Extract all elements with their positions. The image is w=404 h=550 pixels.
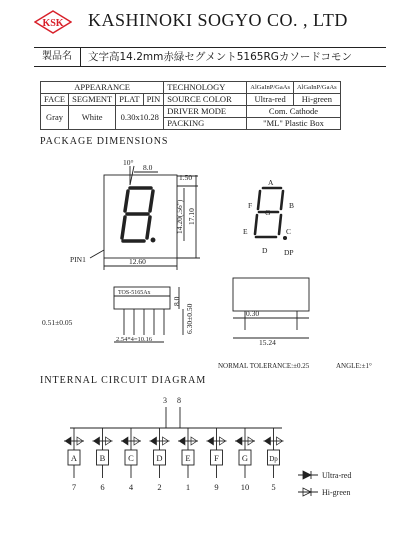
pin-number-d: 2 <box>157 482 162 492</box>
pin-number-dp: 5 <box>271 482 276 492</box>
source-color-label: SOURCE COLOR <box>164 94 247 106</box>
circuit-branch-dp <box>264 428 284 492</box>
source-color-value-2: Hi-green <box>293 94 340 106</box>
pin-number-g: 10 <box>240 482 250 492</box>
common-pin-3: 3 <box>163 396 167 405</box>
diode-red <box>236 437 242 445</box>
col-face: FACE <box>41 94 69 106</box>
pin-number-e: 1 <box>185 482 191 492</box>
diode-red <box>65 437 71 445</box>
segment-label-b: B <box>99 453 106 463</box>
circuit-title: INTERNAL CIRCUIT DIAGRAM <box>40 375 207 386</box>
diode-red <box>94 437 100 445</box>
source-color-value-1: Ultra-red <box>247 94 294 106</box>
dim-6-30: 6.30±0.50 <box>185 303 194 334</box>
dim-width-8: 8.0 <box>143 163 153 172</box>
pin-number-f: 9 <box>214 482 219 492</box>
pin1-label: PIN1 <box>70 255 86 264</box>
circuit-diagram <box>0 390 404 550</box>
circuit-legend <box>298 471 351 497</box>
circuit-branch-d <box>150 428 170 492</box>
segment-label-e: E <box>185 453 191 463</box>
company-name: KASHINOKI SOGYO CO. , LTD <box>88 10 348 30</box>
segment-map-label-dp: DP <box>284 248 294 257</box>
legend-hi-green: Hi-green <box>322 488 351 497</box>
dim-pitch: 2.54*4=10.16 <box>116 336 153 343</box>
packing-label: PACKING <box>164 118 247 130</box>
dim-14-20: 14.20(.56") <box>175 199 184 234</box>
circuit-branch-b <box>93 428 113 492</box>
common-pin-8: 8 <box>177 396 181 405</box>
technology-value-2: AlGaInP/GaAs <box>293 82 340 94</box>
circuit-branch-e <box>178 428 198 492</box>
dim-15-24: 15.24 <box>259 338 276 347</box>
part-number-label: TOS-5165Ax <box>118 290 151 296</box>
product-name: 文字高14.2mm赤緑セグメント5165RGカソードコモン <box>88 51 352 63</box>
col-segment: SEGMENT <box>69 94 116 106</box>
dim-17-10: 17.10 <box>187 208 196 225</box>
segment-map-label-c: C <box>286 227 292 236</box>
pin-number-a: 7 <box>71 482 77 492</box>
diode-red <box>265 437 271 445</box>
dim-0-51: 0.51±0.05 <box>42 318 73 327</box>
driver-mode-value: Com. Cathode <box>247 106 340 118</box>
segment-label-f: F <box>214 453 219 463</box>
dim-1-50: 1.50 <box>179 173 193 182</box>
angle-tolerance-note: ANGLE:±1° <box>336 362 372 370</box>
technology-label: TECHNOLOGY <box>164 82 247 94</box>
legend-ultra-red: Ultra-red <box>322 471 352 480</box>
packing-value: "ML" Plastic Box <box>247 118 340 130</box>
dim-12-60: 12.60 <box>129 257 146 266</box>
dim-8-0-side: 8.0 <box>172 296 181 306</box>
angle-label: 10° <box>123 158 134 167</box>
circuit-branch-c <box>121 428 141 492</box>
segment-label-g: G <box>241 453 249 463</box>
face-value: Gray <box>41 106 69 130</box>
dim-0-30: 0.30 <box>246 309 260 318</box>
segment-label-dp: Dp <box>269 455 278 463</box>
segment-label-c: C <box>128 453 134 463</box>
digit-outline <box>122 188 153 241</box>
segment-map-label-e: E <box>243 227 248 236</box>
segment-label-d: D <box>156 453 163 463</box>
plat-pin-value: 0.30x10.28 <box>116 106 164 130</box>
pin-number-c: 4 <box>128 482 134 492</box>
segment-map-label-d: D <box>262 246 268 255</box>
circuit-branch-f <box>207 428 227 492</box>
diode-red <box>122 437 128 445</box>
diode-red <box>179 437 185 445</box>
segment-map-label-a: A <box>268 178 274 187</box>
logo-text: KSK <box>42 18 64 29</box>
segment-map-label-f: F <box>248 201 253 210</box>
product-label: 製品名 <box>34 48 81 66</box>
col-plat: PLAT <box>116 94 143 106</box>
side-pins <box>124 309 164 335</box>
diode-red <box>151 437 157 445</box>
package-dimensions-title: PACKAGE DIMENSIONS <box>40 136 169 147</box>
driver-mode-label: DRIVER MODE <box>164 106 247 118</box>
technology-value-1: AlGaInP/GaAs <box>247 82 294 94</box>
segment-map-label-g: G <box>265 208 271 217</box>
circuit-branch-a <box>64 428 84 492</box>
tolerance-note: NORMAL TOLERANCE:±0.25 <box>218 362 310 370</box>
diode-red <box>208 437 214 445</box>
segment-label-a: A <box>70 453 78 463</box>
col-pin: PIN <box>143 94 164 106</box>
appearance-header: APPEARANCE <box>41 82 164 94</box>
display-profile-body <box>233 278 309 311</box>
segment-map-label-b: B <box>289 201 295 210</box>
pin-number-b: 6 <box>100 482 105 492</box>
circuit-branch-g <box>235 428 255 492</box>
segment-value: White <box>69 106 116 130</box>
